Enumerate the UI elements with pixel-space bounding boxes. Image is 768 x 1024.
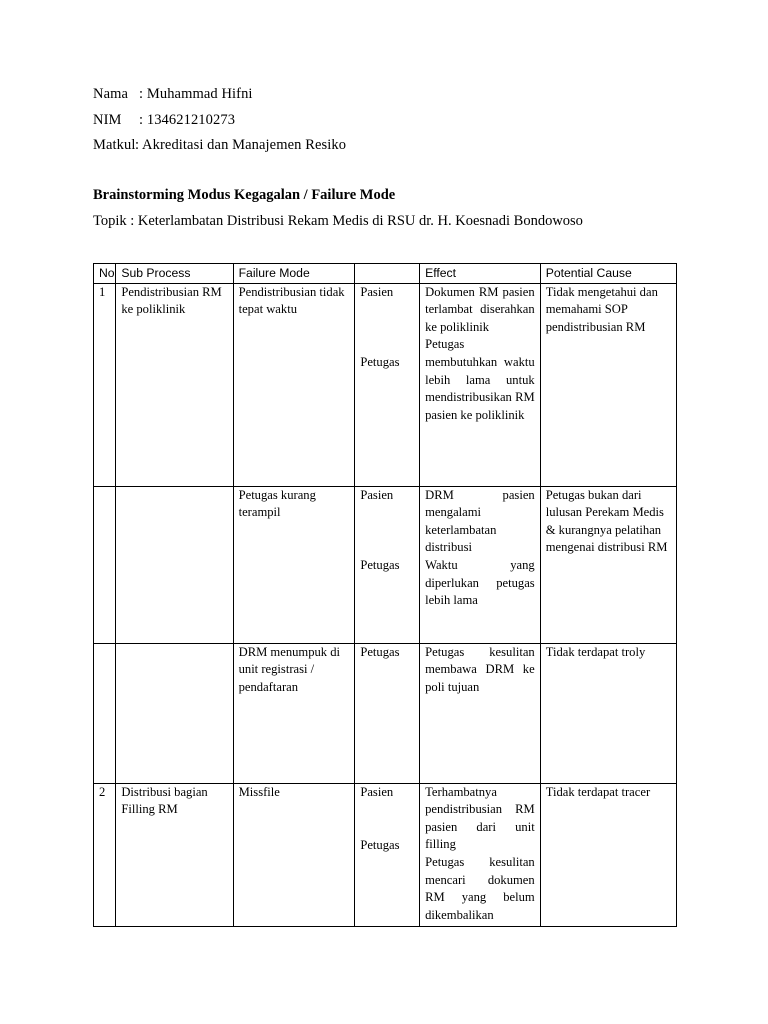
effect-1: Petugas kesulitan membawa DRM ke poli tujuan — [425, 644, 535, 694]
cell-affected — [355, 486, 420, 643]
cell-potential-cause: Tidak terdapat troly — [540, 643, 676, 783]
cell-sub-process: Distribusi bagian Filling RM — [116, 783, 233, 926]
affected-1: Pasien — [360, 784, 394, 799]
cell-effect — [420, 283, 541, 486]
matkul-label: Matkul — [93, 137, 136, 153]
cell-effect — [420, 783, 541, 926]
effect-1: Dokumen RM pasien terlambat diserahkan ke poliklinik — [425, 284, 535, 334]
effect-2: Petugas kesulitan mencari dokumen RM yang belum dikembalikan — [425, 854, 535, 922]
nim-value: : 134621210273 — [139, 112, 236, 128]
affected-2: Petugas — [360, 838, 400, 853]
matkul-row — [93, 137, 346, 154]
cell-affected — [355, 643, 420, 783]
topic-line: Topik : Keterlambatan Distribusi Rekam Medis di RSU dr. H. Koesnadi Bondowoso — [93, 213, 583, 229]
affected-1: Pasien — [360, 284, 394, 299]
affected-1: Pasien — [360, 487, 394, 502]
matkul-value: : Akreditasi dan Manajemen Resiko — [135, 137, 347, 153]
affected-1: Petugas — [360, 644, 400, 659]
cell-failure-mode: Missfile — [233, 783, 355, 926]
table-row — [94, 486, 677, 643]
cell-no — [94, 486, 116, 643]
nim-label: NIM — [93, 112, 122, 128]
nama-row — [93, 86, 253, 103]
effect-2: Petugas membutuhkan waktu lebih lama untuk mendistribusikan RM pasien ke poliklinik — [425, 337, 535, 422]
header-failure-mode: Failure Mode — [233, 264, 355, 284]
header-sub-process: Sub Process — [116, 264, 233, 284]
cell-sub-process: Pendistribusian RM ke poliklinik — [116, 283, 233, 486]
header-affected — [355, 264, 420, 284]
table-header-row — [94, 264, 677, 284]
effect-2: Waktu yang diperlukan petugas lebih lama — [425, 557, 535, 608]
effect-1: Terhambatnya pendistribusian RM pasien dari unit filling — [425, 784, 535, 852]
cell-failure-mode: DRM menumpuk di unit registrasi / pendaftaran — [233, 643, 355, 783]
failure-mode-table — [93, 263, 677, 927]
cell-no — [94, 643, 116, 783]
cell-affected — [355, 783, 420, 926]
cell-potential-cause: Tidak mengetahui dan memahami SOP pendistribusian RM — [540, 283, 676, 486]
nama-label: Nama — [93, 86, 129, 102]
cell-effect — [420, 486, 541, 643]
table-row — [94, 783, 677, 926]
cell-failure-mode: Petugas kurang terampil — [233, 486, 355, 643]
table-row — [94, 643, 677, 783]
cell-potential-cause: Tidak terdapat tracer — [540, 783, 676, 926]
nama-value: : Muhammad Hifni — [139, 86, 253, 102]
table-row — [94, 283, 677, 486]
cell-sub-process — [116, 643, 233, 783]
header-potential-cause: Potential Cause — [540, 264, 676, 284]
nim-row — [93, 112, 235, 129]
cell-sub-process — [116, 486, 233, 643]
cell-failure-mode: Pendistribusian tidak tepat waktu — [233, 283, 355, 486]
cell-potential-cause: Petugas bukan dari lulusan Perekam Medis & kurangnya pelatihan mengenai distribusi RM — [540, 486, 676, 643]
header-effect: Effect — [420, 264, 541, 284]
header-no: No — [94, 264, 116, 284]
cell-no: 1 — [94, 283, 116, 486]
effect-1: DRM pasien mengalami keterlambatan distribusi — [425, 487, 535, 555]
document-heading: Brainstorming Modus Kegagalan / Failure Mode — [93, 187, 396, 203]
cell-effect — [420, 643, 541, 783]
affected-2: Petugas — [360, 355, 400, 370]
cell-affected — [355, 283, 420, 486]
affected-2: Petugas — [360, 558, 400, 573]
cell-no: 2 — [94, 783, 116, 926]
